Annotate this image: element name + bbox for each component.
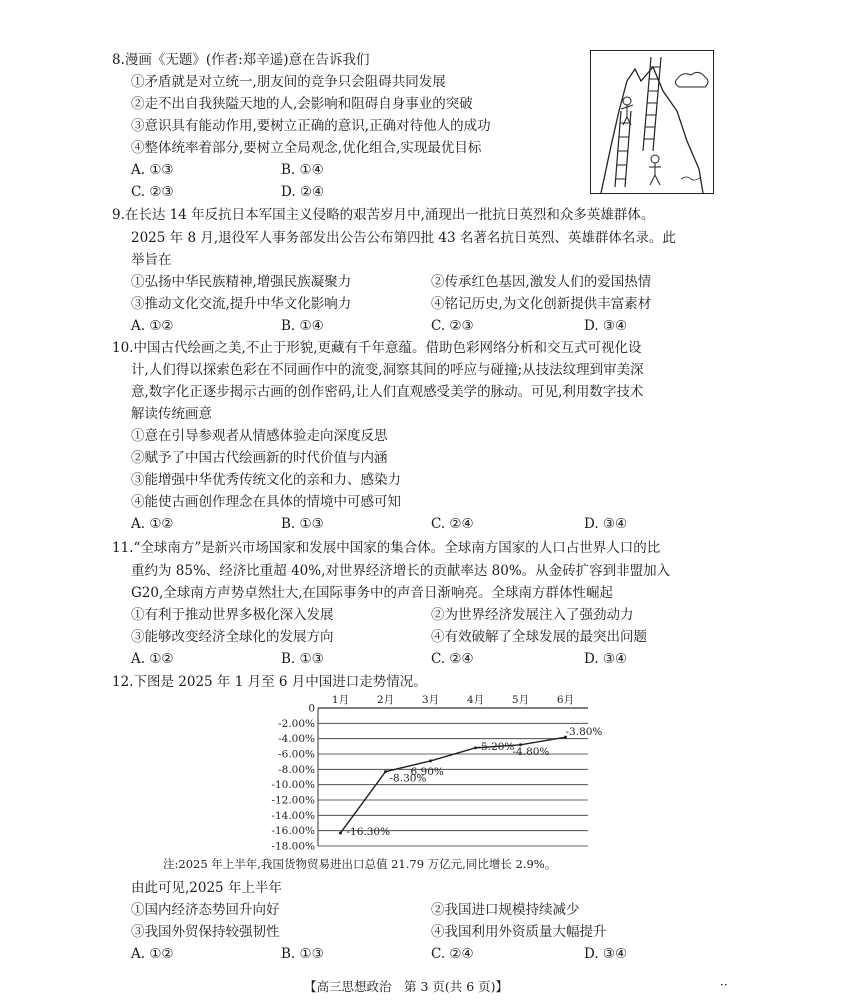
q9-stem-line-3: 举旨在: [131, 252, 172, 268]
q12-item-3: ③我国外贸保持较强韧性: [131, 924, 280, 940]
data-point: [339, 831, 342, 834]
q10-item-3: ③能增强中华优秀传统文化的亲和力、感染力: [131, 472, 401, 488]
q12-lead: 由此可见,2025 年上半年: [131, 880, 282, 896]
x-tick-label: 3月: [421, 694, 440, 706]
y-tick-label: -14.00%: [271, 809, 315, 822]
q11-item-3: ③能够改变经济全球化的发展方向: [131, 629, 334, 645]
q12-stem: 12.下图是 2025 年 1 月至 6 月中国进口走势情况。: [112, 674, 427, 690]
q11-option-d: D. ③④: [584, 651, 628, 667]
q11-item-2: ②为世界经济发展注入了强劲动力: [431, 607, 634, 623]
data-label: -5.20%: [477, 740, 515, 753]
y-tick-label: -10.00%: [271, 779, 315, 792]
q9-option-b: B. ①④: [281, 318, 324, 334]
y-tick-label: 0: [308, 702, 315, 715]
y-tick-label: -2.00%: [278, 717, 315, 730]
data-point: [384, 770, 387, 773]
chart-note: 注:2025 年上半年,我国货物贸易进出口总值 21.79 万亿元,同比增长 2.9%。: [163, 857, 557, 871]
x-tick-label: 2月: [376, 694, 395, 706]
q10-option-b: B. ①③: [281, 516, 324, 532]
cartoon-untitled: [590, 50, 714, 194]
q8-option-b: B. ①④: [281, 162, 324, 178]
import-trend-chart: [270, 690, 603, 853]
q8-option-c: C. ②③: [131, 184, 174, 200]
q9-stem-line-1: 9.在长达 14 年反抗日本军国主义侵略的艰苦岁月中,涌现出一批抗日英烈和众多英雄群体。: [112, 207, 655, 223]
q12-option-d: D. ③④: [584, 946, 628, 962]
y-tick-label: -16.00%: [271, 825, 315, 838]
y-tick-label: -6.00%: [278, 748, 315, 761]
q11-option-a: A. ①②: [131, 651, 174, 667]
data-label: -16.30%: [346, 825, 391, 838]
cartoon-drawing: [591, 51, 713, 193]
q12-item-2: ②我国进口规模持续减少: [431, 902, 580, 918]
data-point: [429, 759, 432, 762]
q8-item-1: ①矛盾就是对立统一,朋友间的竞争只会阻碍共同发展: [131, 74, 446, 90]
q9-item-3: ③推动文化交流,提升中华文化影响力: [131, 296, 352, 312]
q9-stem-line-2: 2025 年 8 月,退役军人事务部发出公告公布第四批 43 名著名抗日英烈、英雄群体名录。此: [131, 230, 676, 246]
q11-item-4: ④有效破解了全球发展的最突出问题: [431, 629, 647, 645]
q11-option-b: B. ①③: [281, 651, 324, 667]
q8-item-2: ②走不出自我狭隘天地的人,会影响和阻碍自身事业的突破: [131, 96, 473, 112]
q12-option-b: B. ①③: [281, 946, 324, 962]
y-tick-label: -12.00%: [271, 794, 315, 807]
q9-item-4: ④铭记历史,为文化创新提供丰富素材: [431, 296, 652, 312]
q9-item-1: ①弘扬中华民族精神,增强民族凝聚力: [131, 274, 352, 290]
q11-option-c: C. ②④: [431, 651, 474, 667]
q10-option-c: C. ②④: [431, 516, 474, 532]
q10-item-4: ④能使古画创作理念在具体的情境中可感可知: [131, 494, 401, 510]
x-tick-label: 6月: [556, 694, 575, 706]
q9-option-c: C. ②③: [431, 318, 474, 334]
q11-stem-line-1: 11.“全球南方”是新兴市场国家和发展中国家的集合体。全球南方国家的人口占世界人口的比: [112, 540, 661, 556]
q10-stem-line-4: 解读传统画意: [131, 406, 212, 422]
x-tick-label: 5月: [511, 694, 530, 706]
q11-stem-line-3: G20,全球南方声势卓然壮大,在国际事务中的声音日渐响亮。全球南方群体性崛起: [131, 585, 614, 601]
y-tick-label: -8.00%: [278, 763, 315, 776]
footer-mark: ··: [720, 978, 728, 992]
q12-item-4: ④我国利用外资质量大幅提升: [431, 924, 607, 940]
chart-svg: [270, 690, 603, 853]
q9-item-2: ②传承红色基因,激发人们的爱国热情: [431, 274, 652, 290]
data-label: -3.80%: [565, 726, 603, 739]
q12-item-1: ①国内经济态势回升向好: [131, 902, 280, 918]
q10-item-1: ①意在引导参观者从情感体验走向深度反思: [131, 428, 388, 444]
q8-item-4: ④整体统率着部分,要树立全局观念,优化组合,实现最优目标: [131, 140, 482, 156]
q12-option-a: A. ①②: [131, 946, 174, 962]
q12-option-c: C. ②④: [431, 946, 474, 962]
q11-item-1: ①有利于推动世界多极化深入发展: [131, 607, 334, 623]
q8-item-3: ③意识具有能动作用,要树立正确的意识,正确对待他人的成功: [131, 118, 491, 134]
data-label: -4.80%: [512, 745, 550, 758]
q10-stem-line-3: 意,数字化正逐步揭示古画的创作密码,让人们直观感受美学的脉动。可见,利用数字技术: [131, 384, 644, 400]
y-tick-label: -4.00%: [278, 733, 315, 746]
q10-stem-line-2: 计,人们得以探索色彩在不同画作中的流变,洞察其间的呼应与碰撞;从技法纹理到审美深: [131, 362, 644, 378]
q10-option-a: A. ①②: [131, 516, 174, 532]
q9-option-d: D. ③④: [584, 318, 628, 334]
q8-option-a: A. ①③: [131, 162, 174, 178]
q10-item-2: ②赋予了中国古代绘画新的时代价值与内涵: [131, 450, 388, 466]
data-label: -8.30%: [389, 772, 427, 785]
q11-stem-line-2: 重约为 85%、经济比重超 40%,对世界经济增长的贡献率达 80%。从金砖扩容到非盟加入: [131, 563, 671, 579]
q8-stem: 8.漫画《无题》(作者:郑辛遥)意在告诉我们: [112, 52, 370, 68]
q10-option-d: D. ③④: [584, 516, 628, 532]
page-footer: 【高三思想政治 第 3 页(共 6 页)】: [304, 979, 509, 994]
q9-option-a: A. ①②: [131, 318, 174, 334]
q8-option-d: D. ②④: [281, 184, 325, 200]
x-tick-label: 4月: [466, 694, 485, 706]
x-tick-label: 1月: [331, 694, 350, 706]
y-tick-label: -18.00%: [271, 840, 315, 853]
data-label: 6.90%: [410, 765, 444, 778]
q10-stem-line-1: 10.中国古代绘画之美,不止于形貌,更藏有千年意蕴。借助色彩网络分析和交互式可视化设: [112, 340, 642, 356]
